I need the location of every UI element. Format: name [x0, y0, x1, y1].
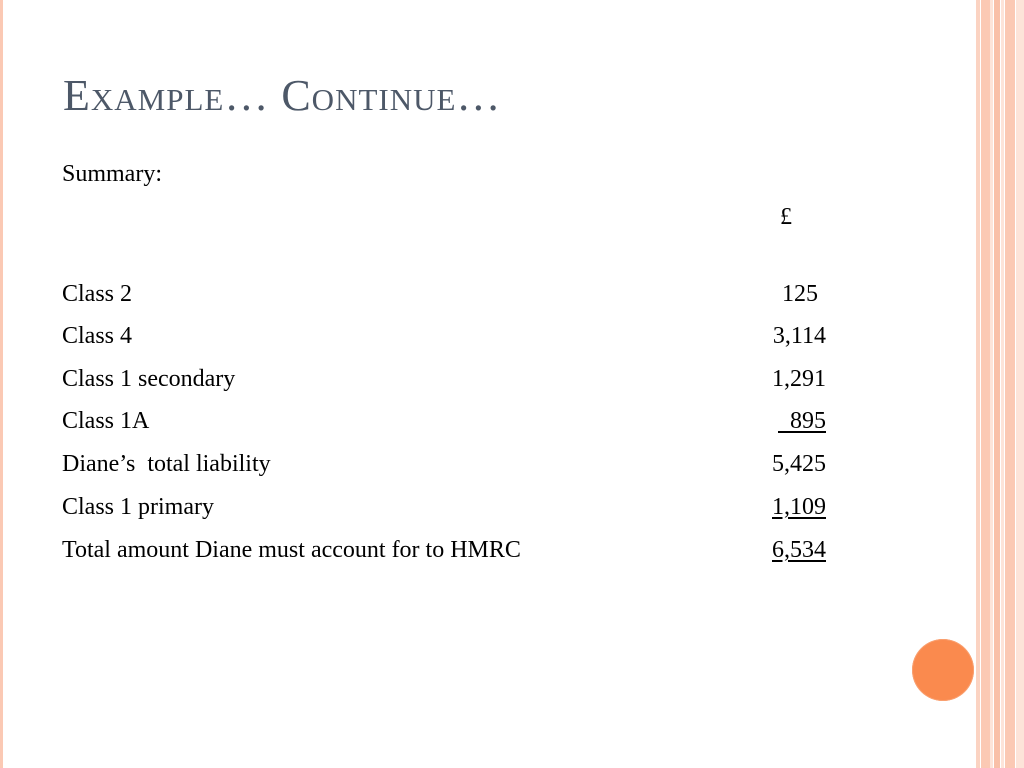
currency-header: £ [780, 204, 792, 230]
row-value: 1,109 [772, 494, 826, 520]
left-edge-stripe [0, 0, 3, 768]
row-value: 5,425 [772, 451, 826, 477]
accent-circle [912, 639, 974, 701]
table-row [62, 449, 826, 479]
right-edge-stripe [976, 0, 980, 768]
right-edge-stripe [981, 0, 990, 768]
right-edge-stripe [994, 0, 1000, 768]
table-row [62, 279, 826, 309]
right-edge-stripe [1016, 0, 1024, 768]
row-value: 3,114 [772, 323, 826, 349]
summary-label: Summary: [62, 161, 162, 187]
right-edge-stripe [1005, 0, 1015, 768]
table-row [62, 406, 826, 436]
row-label: Class 1 primary [62, 494, 214, 520]
row-value: 6,534 [772, 537, 826, 563]
table-row [62, 364, 826, 394]
row-label: Diane’s total liability [62, 451, 271, 477]
table-row [62, 535, 826, 565]
table-row [62, 492, 826, 522]
row-label: Total amount Diane must account for to HMRC [62, 537, 521, 563]
row-value: 125 [782, 281, 818, 307]
right-edge-stripe [1001, 0, 1004, 768]
row-label: Class 1 secondary [62, 366, 236, 392]
row-label: Class 2 [62, 281, 133, 307]
row-label: Class 1A [62, 408, 150, 434]
table-row [62, 321, 826, 351]
row-value: 1,291 [772, 366, 826, 392]
row-value: 895 [778, 408, 826, 434]
row-label: Class 4 [62, 323, 133, 349]
slide-title: Example… Continue… [63, 71, 502, 120]
right-edge-stripe [990, 0, 993, 768]
